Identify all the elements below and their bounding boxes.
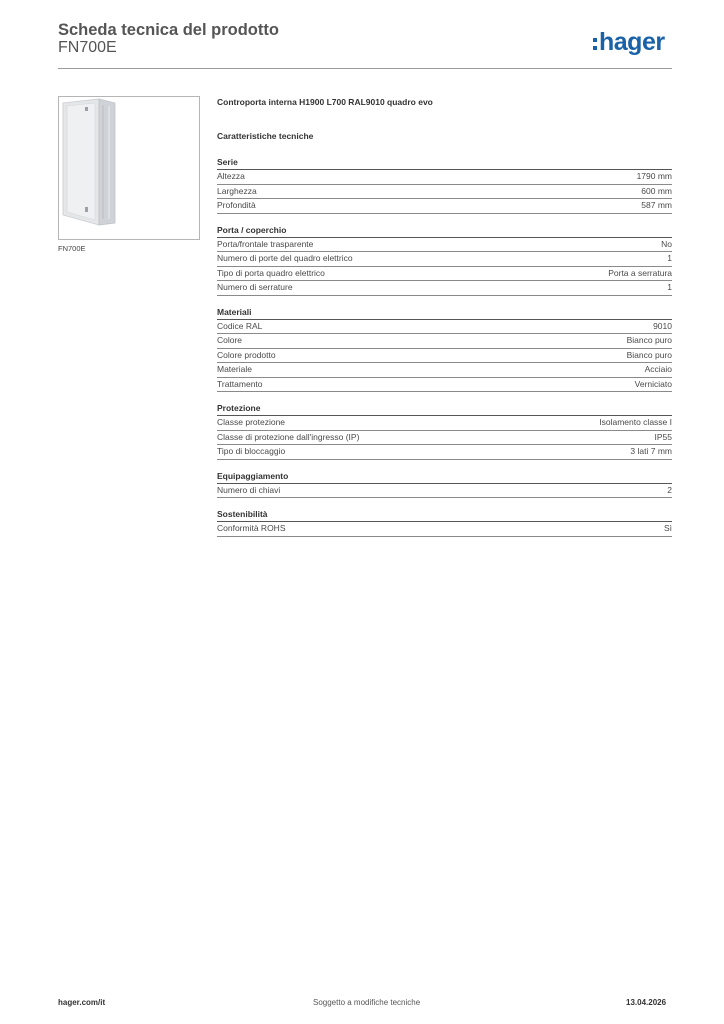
spec-row [217,445,672,460]
spec-row [217,281,672,296]
spec-value: 1 [667,282,672,292]
spec-label: Classe di protezione dall'ingresso (IP) [217,431,360,442]
spec-label: Profondità [217,200,256,210]
tech-specs-title: Caratteristiche tecniche [217,131,314,141]
spec-label: Trattamento [217,378,263,389]
spec-row [217,334,672,349]
spec-label: Conformità ROHS [217,523,286,533]
spec-label: Porta/frontale trasparente [217,238,314,249]
section-heading: Sostenibilità [217,508,672,522]
spec-value: 3 lati 7 mm [630,446,672,456]
spec-value: IP55 [654,431,672,442]
spec-label: Larghezza [217,185,257,196]
spec-value: Isolamento classe I [599,417,672,427]
spec-label: Numero di serrature [217,282,293,292]
product-name: Controporta interna H1900 L700 RAL9010 quadro evo [217,97,433,107]
spec-section [217,156,672,214]
spec-section [217,470,672,499]
spec-label: Numero di chiavi [217,484,281,495]
spec-section [217,402,672,460]
spec-value: Bianco puro [626,335,672,345]
hager-logo [593,27,665,57]
spec-row [217,378,672,393]
spec-label: Classe protezione [217,417,286,427]
spec-value: 2 [667,484,672,495]
spec-label: Tipo di porta quadro elettrico [217,267,325,278]
spec-row [217,252,672,267]
spec-value: 1 [667,253,672,263]
spec-row [217,522,672,537]
enclosure-door-image [59,97,199,239]
spec-value: Porta a serratura [608,267,672,278]
spec-value: 9010 [653,320,672,331]
spec-value: 1790 mm [636,171,672,181]
section-heading: Protezione [217,402,672,416]
spec-row [217,238,672,253]
spec-section [217,508,672,537]
image-caption: FN700E [58,244,86,253]
spec-label: Codice RAL [217,320,263,331]
spec-label: Materiale [217,364,252,374]
spec-row [217,349,672,364]
section-heading: Serie [217,156,672,170]
spec-row [217,170,672,185]
footer-date: 13.04.2026 [626,998,667,1007]
product-code: FN700E [58,39,117,56]
spec-label: Tipo di bloccaggio [217,446,286,456]
logo-dots-icon [593,38,597,50]
spec-label: Colore [217,335,243,345]
section-heading: Materiali [217,306,672,320]
spec-label: Colore prodotto [217,349,276,360]
spec-row [217,431,672,446]
footer-website[interactable]: hager.com/it [58,998,106,1007]
spec-sections [217,156,672,537]
section-heading: Equipaggiamento [217,470,672,484]
spec-row [217,416,672,431]
spec-section [217,224,672,296]
spec-section [217,306,672,393]
spec-label: Numero di porte del quadro elettrico [217,253,353,263]
spec-value: Verniciato [634,378,672,389]
spec-value: Bianco puro [626,349,672,360]
spec-value: 600 mm [641,185,672,196]
logo-text: hager [599,27,665,56]
spec-row [217,199,672,214]
spec-row [217,320,672,335]
spec-value: 587 mm [641,200,672,210]
spec-row [217,185,672,200]
spec-value: Acciaio [644,364,672,374]
spec-label: Altezza [217,171,245,181]
spec-value: Sì [663,523,672,533]
page-title: Scheda tecnica del prodotto [58,21,279,39]
header-divider [58,68,672,69]
product-image-frame [58,96,200,240]
spec-row [217,267,672,282]
spec-value: No [661,238,672,249]
footer-note: Soggetto a modifiche tecniche [313,998,421,1007]
spec-row [217,363,672,378]
section-heading: Porta / coperchio [217,224,672,238]
spec-content [217,96,672,547]
spec-row [217,484,672,499]
